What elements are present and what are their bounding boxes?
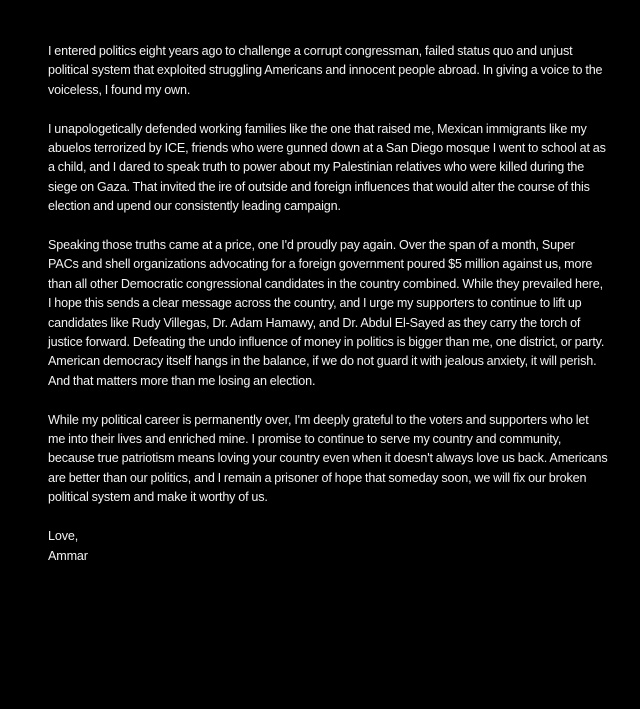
letter-body xyxy=(48,42,608,566)
letter-signature: Ammar xyxy=(48,548,88,563)
letter-paragraph-1: I entered politics eight years ago to challenge a corrupt congressman, failed status quo and unjust political system that exploited struggling Americans and innocent people abroad. In giving a voice to the voiceless, I found my own. xyxy=(48,44,603,97)
letter-closing: Love, xyxy=(48,529,79,544)
letter-paragraph-4: While my political career is permanently over, I'm deeply grateful to the voters and supporters who let me into their lives and enriched mine. I promise to continue to serve my country and community, because true patriotism means loving your country even when it doesn't always love us back. Americans are better than our politics, and I remain a prisoner of hope that someday soon, we will fix our broken political system and make it worthy of us. xyxy=(48,412,608,505)
letter-paragraph-3: Speaking those truths came at a price, one I'd proudly pay again. Over the span of a month, Super PACs and shell organizations advocating for a foreign government poured $5 million against us, more than all other Democratic congressional candidates in the country combined. While they prevailed here, I hope this sends a clear message across the country, and I urge my supporters to continue to lift up candidates like Rudy Villegas, Dr. Adam Hamawy, and Dr. Abdul El-Sayed as they carry the torch of justice forward. Defeating the undo influence of money in politics is bigger than me, one district, or party. American democracy itself hangs in the balance, if we do not guard it with jealous anxiety, it will perish. And that matters more than me losing an election. xyxy=(48,238,605,388)
letter-paragraph-2: I unapologetically defended working families like the one that raised me, Mexican immigrants like my abuelos terrorized by ICE, friends who were gunned down at a San Diego mosque I went to school at as a child, and I dared to speak truth to power about my Palestinian relatives who were killed during the siege on Gaza. That invited the ire of outside and foreign influences that would alter the course of this election and upend our consistently leading campaign. xyxy=(48,121,606,214)
